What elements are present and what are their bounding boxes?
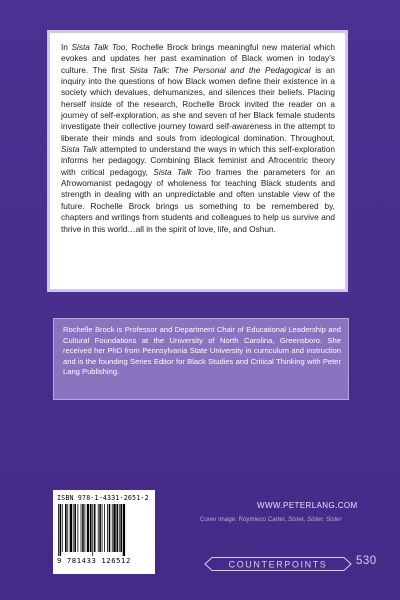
credit-prefix: Cover image: Roymieco Carter, — [200, 516, 289, 523]
barcode-bar — [78, 504, 79, 552]
barcode-icon — [57, 504, 151, 556]
barcode-bar — [113, 504, 115, 552]
blurb-segment: frames the parameters for an Afrowomanist pedagogy of wholeness for teaching Black students and strength in dealing with an unpredictable and often unstable view of the future. Rochelle Brock brings us something to be remembered by, chapters and writings from students and colleagues to help us survive and thrive in this world…all in the spirit of love, life, and Oshun. — [61, 166, 335, 234]
barcode-bar — [82, 504, 84, 552]
barcode-bar — [104, 504, 105, 552]
barcode-bar — [107, 504, 108, 552]
barcode-box — [53, 490, 155, 574]
barcode-bar — [99, 504, 101, 552]
barcode-bar — [90, 504, 92, 552]
book-title-italic: Sista Talk — [61, 144, 98, 155]
barcode-bar — [85, 504, 86, 552]
barcode-bar — [58, 504, 59, 556]
series-name: COUNTERPOINTS — [228, 559, 328, 570]
barcode-bar — [67, 504, 68, 552]
barcode-bar — [70, 504, 72, 552]
barcode-bar — [92, 504, 93, 556]
barcode-bar — [74, 504, 76, 552]
barcode-bar — [98, 504, 99, 552]
blurb-segment: is an inquiry into the questions of how Black women define their existence in a society which devalues, dehumanizes, and silences their beliefs. Placing herself inside of the research, Rochelle Brock invited the reader on a journey of self-exploration, as she and seven of her Black female students investigate their collective journey toward self-awareness in the attempt to liberate their minds and souls from ideological domination. Throughout, — [61, 64, 335, 143]
counterpoints-series-logo — [203, 556, 353, 572]
barcode-bar — [73, 504, 74, 552]
barcode-bar — [81, 504, 82, 552]
book-title-italic: Sista Talk Too — [71, 42, 126, 52]
blurb-segment: attempted to understand the ways in which this self-exploration informs her pedagogy. Combining Black feminist and Afrocentric theory with critical pedagogy, — [61, 144, 335, 177]
blurb-text — [61, 42, 335, 235]
barcode-bar — [102, 504, 103, 552]
barcode-bar — [112, 504, 113, 552]
blurb-segment: In — [61, 42, 72, 52]
barcode-bar — [62, 504, 63, 552]
barcode-bar — [94, 504, 96, 552]
book-title-italic: Sista Talk Too — [153, 166, 211, 177]
blurb-box — [47, 30, 348, 292]
author-bio-text: Rochelle Brock is Professor and Department Chair of Educational Leadership and Cultural Foundations at the University of North Carolina, Greensboro. She received her PhD from Pennsylvania State University in curriculum and instruction and is the founding Series Editor for Black Studies and Critical Thinking with Peter Lang Publishing. — [63, 325, 341, 377]
barcode-bar — [65, 504, 67, 552]
credit-artwork-title: Sister, Sister, Sister — [288, 516, 342, 523]
barcode-bar — [109, 504, 111, 552]
barcode-bar — [123, 504, 125, 556]
author-bio-box — [53, 318, 349, 400]
barcode-bar — [87, 504, 89, 552]
cover-image-credit — [200, 516, 342, 523]
barcode-bar — [119, 504, 120, 552]
blurb-segment: , Rochelle Brock brings meaningful new material which evokes and updates her past examination of Black women in today’s culture. The first — [61, 42, 335, 75]
barcode-bar — [60, 504, 62, 556]
ean-number: 9 781433 126512 — [57, 556, 131, 565]
barcode-bar — [120, 504, 122, 552]
barcode-bar — [117, 504, 119, 552]
series-number: 530 — [356, 555, 377, 567]
isbn-label: ISBN 978-1-4331-2651-2 — [57, 494, 149, 502]
book-title-italic: Sista Talk: The Personal and the Pedagogical — [129, 64, 311, 75]
publisher-website: WWW.PETERLANG.COM — [257, 501, 358, 510]
